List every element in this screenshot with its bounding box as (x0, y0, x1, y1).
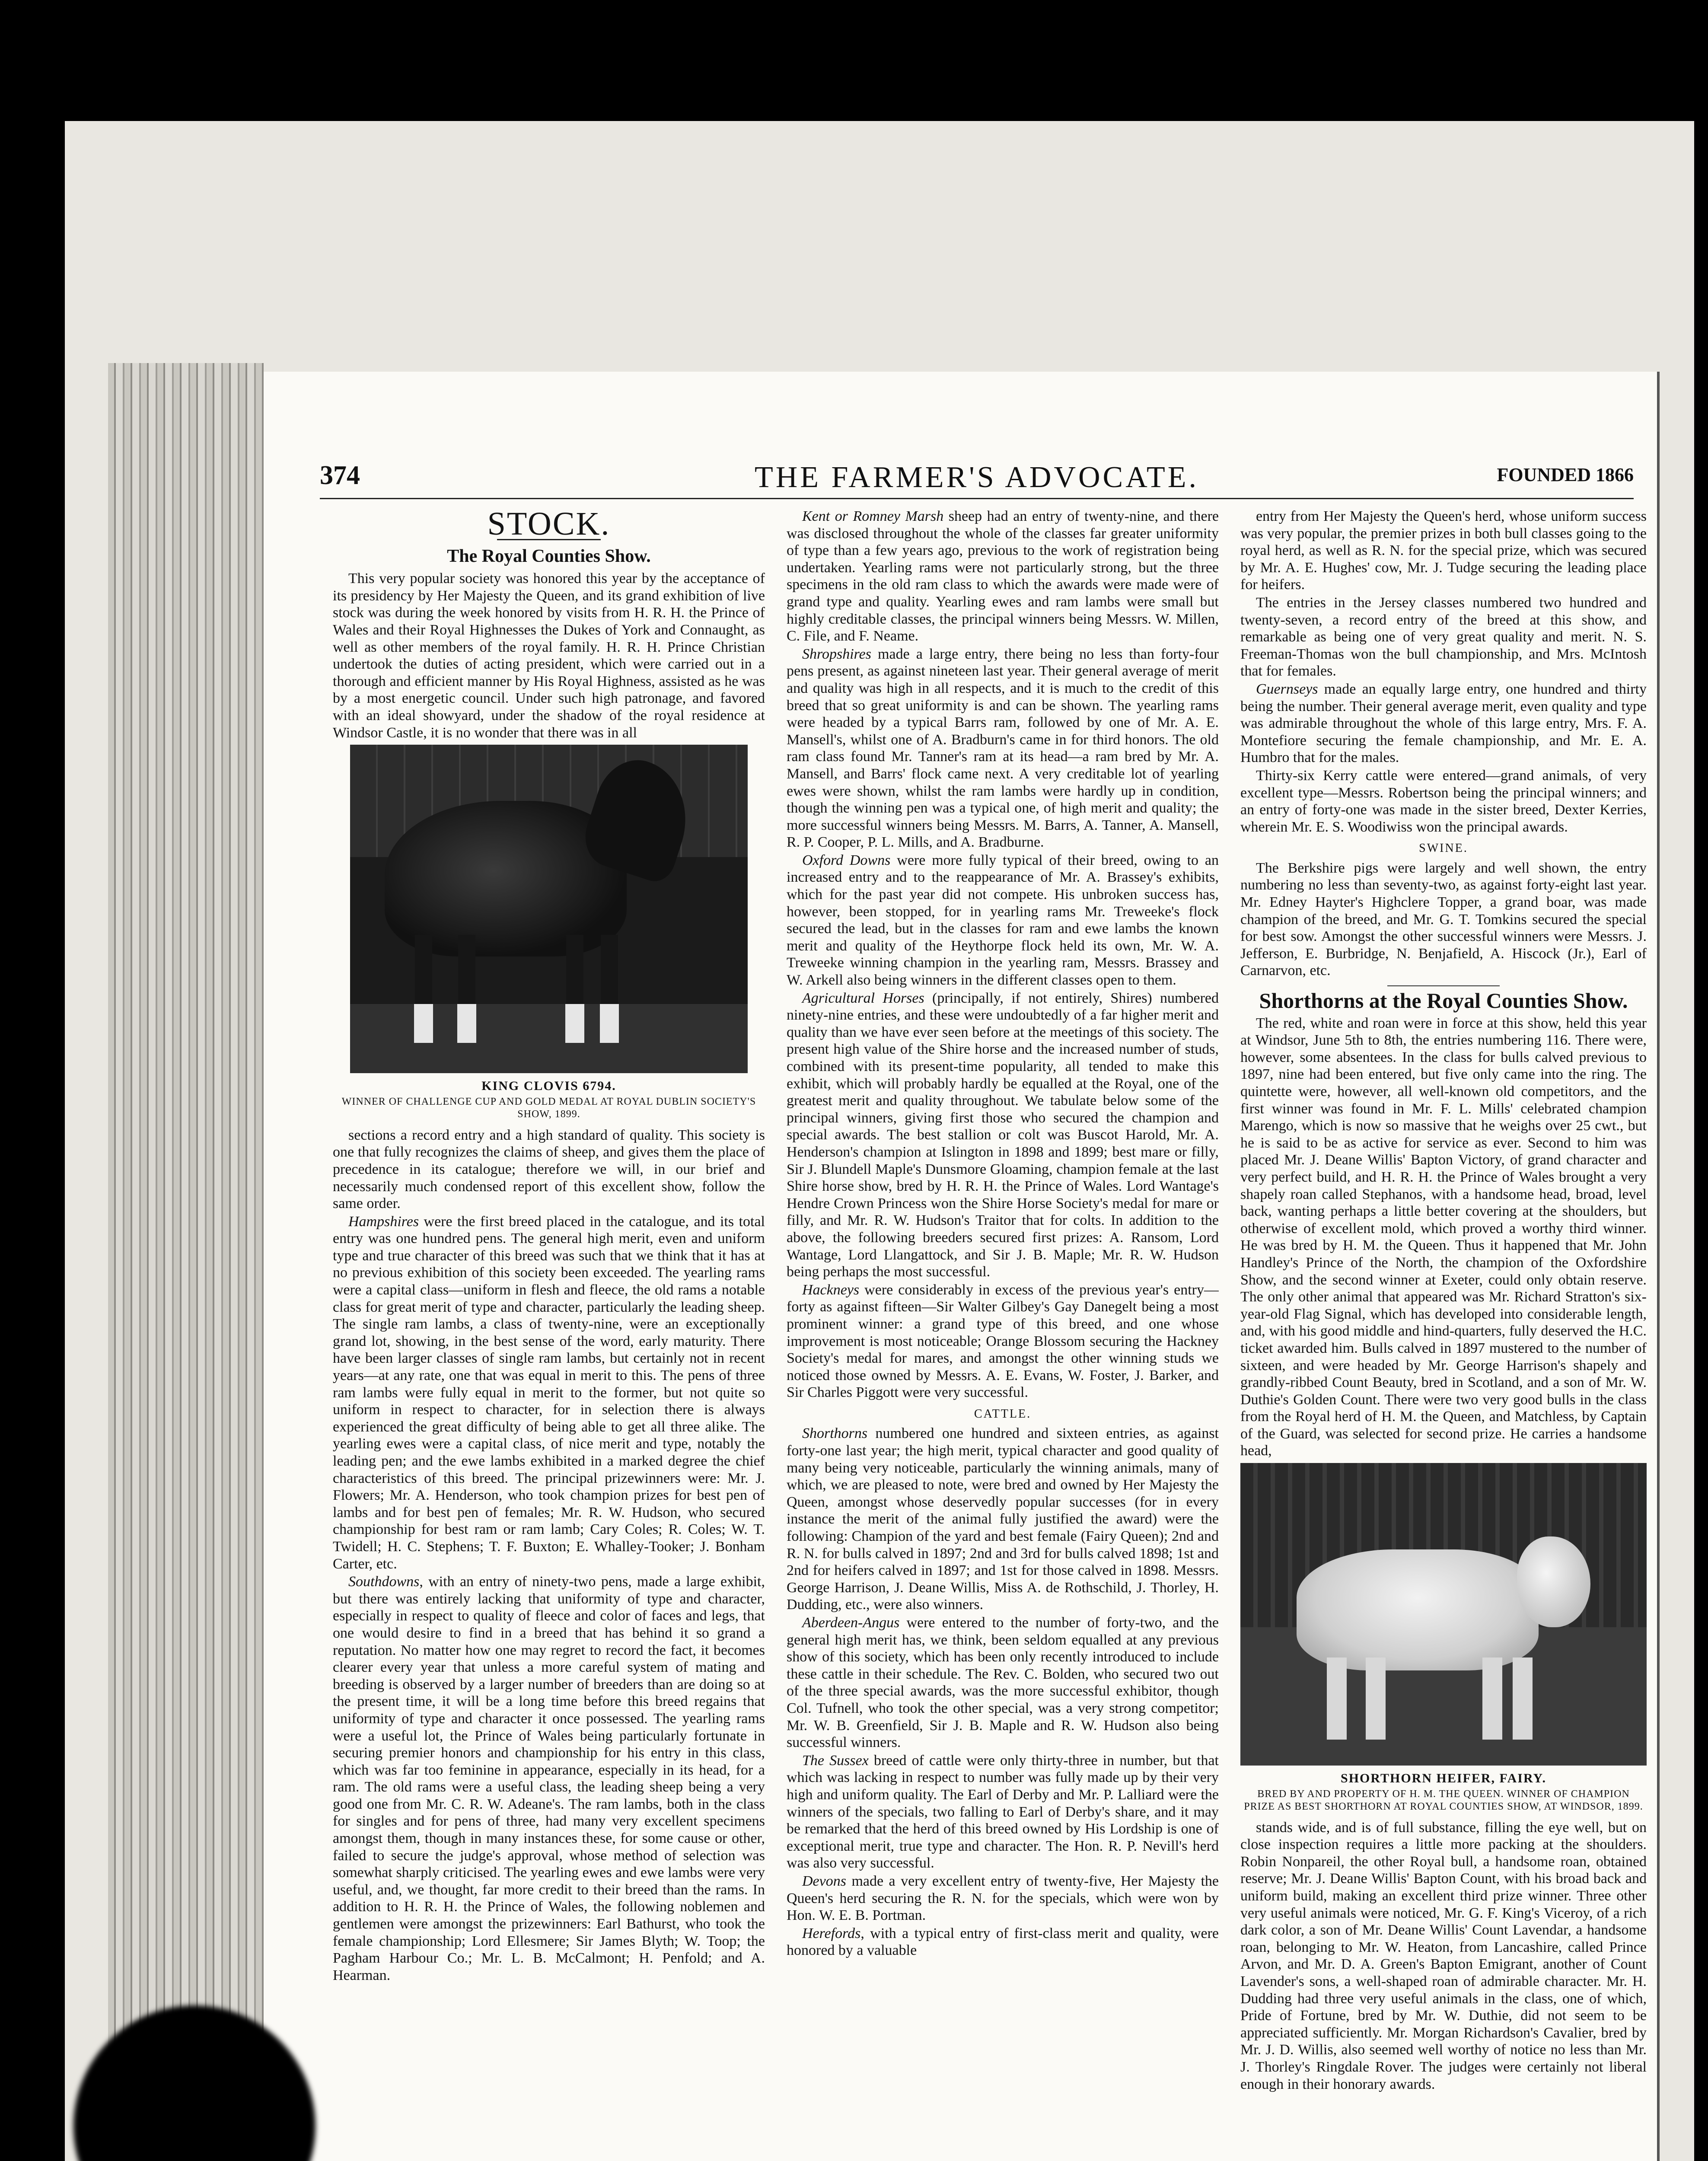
subheading-cattle: CATTLE. (974, 1407, 1032, 1421)
subheading-swine: SWINE. (1419, 841, 1468, 855)
photo-caption: BRED BY AND PROPERTY OF H. M. THE QUEEN. WINNER OF CHAMPION PRIZE AS BEST SHORTHORN AT ROYAL COUNTIES SHOW, AT WINDSOR, 1899. (1244, 1788, 1643, 1812)
column-1 (333, 508, 765, 2161)
article-paragraph: The Berkshire pigs were largely and well shown, the entry numbering no less than seventy-two, as against forty-eight last year. Mr. Edney Hayter's Highclere Topper, a grand boar, was made champion of the breed, and Mr. G. T. Tomkins secured the special for best sow. Amongst the other successful winners were Messrs. J. Jefferson, E. Burbridge, N. Benjafield, A. Hiscock (Jr.), Earl of Carnarvon, etc. (1240, 860, 1647, 979)
article-paragraph: Shropshires made a large entry, there being no less than forty-four pens present, as against nineteen last year. Their general average of merit and quality was high in all respects, and it is much to the credit of this breed that so great uniformity is and can be shown. The yearling rams were headed by a typical Barrs ram, followed by one of Mr. A. E. Mansell's, whilst one of A. Bradburn's came in for third honors. The old ram class found Mr. Tanner's ram at its head—a ram bred by Mr. A. Mansell, and Barrs' flock came next. A very creditable lot of yearling ewes were shown, whilst the ram lambs were hardly up in condition, though the winning pen was a typical one, of high merit and quality; the more successful winners being Messrs. M. Barrs, A. Tanner, A. Mansell, R. P. Cooper, P. L. Mills, and A. Bradburne. (787, 646, 1219, 851)
newspaper-page (264, 372, 1660, 2161)
ground (350, 1004, 748, 1073)
article-paragraph: Shorthorns numbered one hundred and sixteen entries, as against forty-one last year; the high merit, typical character and good quality of many being very noticeable, particularly the winning animals, many of which, we are pleased to note, were bred and owned by Her Majesty the Queen, amongst whose deservedly popular successes (for in every instance the merit of the animal fully justified the award) were the following: Champion of the yard and best female (Fairy Queen); 2nd and R. N. for bulls calved in 1897; 2nd and 3rd for bulls calved 1898; 1st and 2nd for heifers calved in 1897; and 1st for those calved in 1898. Messrs. George Harrison, J. Deane Willis, Miss A. de Rothschild, J. Thorley, H. Dudding, etc., were also winners. (787, 1425, 1219, 1613)
photo-caption-title: KING CLOVIS 6794. (481, 1079, 616, 1093)
column-2 (787, 508, 1219, 2161)
horse-photo (350, 745, 748, 1073)
page-number: 374 (320, 461, 360, 490)
article-paragraph: The red, white and roan were in force at this show, held this year at Windsor, June 5th to 8th, the entries numbering 116. There were, however, some absentees. In the class for bulls calved previous to 1897, nine had been entered, but five only came into the ring. The quintette were, however, all well-known old competitors, and the first winner was found in Mr. F. L. Mills' celebrated champion Marengo, which is now so massive that he weighs over 25 cwt., but he is said to be as active for service as ever. Second to him was placed Mr. J. Deane Willis' Bapton Victory, of grand character and very perfect build, and H. R. H. the Prince of Wales brought a very shapely roan called Stephanos, with a handsome head, broad, level back, wanting perhaps a little better covering at the shoulders, but otherwise of excellent mold, which proved a worthy third winner. He was bred by H. M. the Queen. Thus it happened that Mr. John Handley's Prince of the North, the champion of the Oxfordshire Show, and the second winner at Exeter, could only obtain reserve. The only other animal that appeared was Mr. Richard Stratton's six-year-old Flag Signal, which has developed into considerable length, and, with his good middle and hind-quarters, fully deserved the H.C. ticket awarded him. Bulls calved in 1897 mustered to the number of sixteen, and were headed by Mr. George Harrison's shapely and grandly-ribbed Count Beauty, bred in Scotland, and a son of Mr. W. Duthie's Golden Count. There were two very good bulls in the class from the Royal herd of H. M. the Queen, and Matchless, by Captain of the Guard, was selected for second prize. He carries a handsome head, (1240, 1015, 1647, 1459)
founded-label: FOUNDED 1866 (1497, 464, 1634, 485)
article-title: Shorthorns at the Royal Counties Show. (1259, 988, 1628, 1013)
article-paragraph: This very popular society was honored this year by the acceptance of its presidency by Her Majesty the Queen, and its grand exhibition of live stock was during the week honored by visits from H. R. H. the Prince of Wales and their Royal Highnesses the Dukes of York and Connaught, as well as other members of the royal family. H. R. H. Prince Christian undertook the duties of acting president, which were carried out in a thorough and efficient manner by His Royal Highness, assisted as he was by a most energetic council. Under such high patronage, and favored with an ideal showyard, under the shadow of the royal residence at Windsor Castle, it is no wonder that there was in all (333, 571, 765, 741)
article-paragraph: Oxford Downs were more fully typical of their breed, owing to an increased entry and to the reappearance of Mr. A. Brassey's exhibits, which for the past year did not compete. His unbroken success has, however, been stopped, for in yearling rams Mr. Treweeke's flock secured the lead, but in the classes for ram and ewe lambs the known merit and quality of the Heythorpe flock held its own, Mr. W. A. Treweeke winning champion in the yearling ram, Messrs. Brassey and W. Arkell also being winners in the different classes open to them. (787, 852, 1219, 988)
article-paragraph: Guernseys made an equally large entry, one hundred and thirty being the number. Their general average merit, even quality and type was admirable throughout the whole of this large entry, Mrs. F. A. Montefiore securing the female championship, and Mr. E. A. Humbro that for the males. (1240, 681, 1647, 766)
column-3 (1240, 508, 1647, 2161)
section-heading: STOCK. (487, 508, 611, 542)
article-paragraph: Agricultural Horses (principally, if not entirely, Shires) numbered ninety-nine entries, and these were undoubtedly of a far higher merit and quality than we have ever seen before at the meetings of this society. The present high value of the Shire horse and the increased number of studs, combined with its present-time popularity, all tended to make this exhibit, which will probably hardly be equalled at the Royal, one of the greatest merit and quality throughout. We tabulate below some of the principal winners, giving first those who secured the champion and special awards. The best stallion or colt was Buscot Harold, Mr. A. Henderson's champion at Islington in 1898 and 1899; best mare or filly, Sir J. Blundell Maple's Dunsmore Gloaming, champion female at the last Shire horse show, bred by H. R. H. the Prince of Wales. Lord Wantage's Hendre Crown Princess won the Shire Horse Society's medal for mare or filly, and Mr. R. W. Hudson's Traitor that for colts. In addition to the above, the following breeders secured first prizes: A. Ransom, Lord Wantage, Lord Llangattock, and Sir J. B. Maple; Mr. R. W. Hudson being perhaps the most successful. (787, 990, 1219, 1280)
article-paragraph: The Sussex breed of cattle were only thirty-three in number, but that which was lacking in respect to number was fully made up by their very high and uniform quality. The Earl of Derby and Mr. P. Lalliard were the winners of the specials, two falling to Earl of Derby's share, and it may be remarked that the herd of this breed owned by His Lordship is one of exceptional merit, true type and character. The Hon. R. P. Nevill's herd was also very successful. (787, 1752, 1219, 1871)
heifer-figure (1297, 1549, 1539, 1670)
article-paragraph: entry from Her Majesty the Queen's herd, whose uniform success was very popular, the premier prizes in both bull classes going to the royal herd, as well as R. N. for the special prize, which was secured by Mr. A. E. Hughes' cow, Mr. J. Tudge securing the leading place for heifers. (1240, 508, 1647, 593)
header-rule (320, 498, 1634, 499)
article-paragraph: Thirty-six Kerry cattle were entered—grand animals, of very excellent type—Messrs. Robertson being the principal winners; and an entry of forty-one was made in the sister breed, Dexter Kerries, wherein Mr. E. S. Woodiwiss won the principal awards. (1240, 767, 1647, 835)
article-paragraph: The entries in the Jersey classes numbered two hundred and twenty-seven, a record entry of the breed at this show, and remarkable as being one of very great quality and merit. N. S. Freeman-Thomas won the bull championship, and Mrs. McIntosh that for females. (1240, 594, 1647, 679)
article-paragraph: Southdowns, with an entry of ninety-two pens, made a large exhibit, but there was entirely lacking that uniformity of type and character, especially in respect to quality of fleece and color of faces and legs, that one would desire to find in a breed that has behind it so grand a reputation. No matter how one may regret to record the fact, it becomes clearer every year that unless a more careful system of mating and breeding is observed by a larger number of breeders than are doing so at the present time, it will be a long time before this breed regains that uniformity of type and character it once possessed. The yearling rams were a useful lot, the Prince of Wales being particularly fortunate in securing premier honors and championship for his entry in this class, which was far too feminine in appearance, especially in its head, for a ram. The old rams were a useful class, the leading sheep being a very good one from Mr. C. R. W. Adeane's. The ram lambs, both in the class for singles and for pens of three, had many very excellent specimens amongst them, though in many instances these, for some cause or other, failed to secure the judge's approval, whose method of selection was somewhat sharply criticised. The yearling ewes and ewe lambs were very useful, and, we thought, far more credit to their breed than the rams. In addition to H. R. H. the Prince of Wales, the following noblemen and gentlemen were amongst the prizewinners: Earl Bathurst, who took the female championship; Lord Ellesmere; Sir James Blyth; W. Toop; the Pagham Harbour Co.; Mr. L. B. McCalmont; H. Penfold; and A. Hearman. (333, 1574, 765, 1983)
book-page-edges (108, 363, 264, 2161)
article-paragraph: Aberdeen-Angus were entered to the number of forty-two, and the general high merit has, we think, been seldom equalled at any previous show of this society, which has been only recently introduced to include these cattle in their schedule. The Rev. C. Bolden, who secured two out of the three special awards, was the more successful exhibitor, though Col. Tufnell, who took the other special, was a very strong competitor; Mr. W. B. Greenfield, Sir J. B. Maple and R. W. Hudson also being successful winners. (787, 1615, 1219, 1751)
article-paragraph: Hampshires were the first breed placed in the catalogue, and its total entry was one hundred pens. The general high merit, even and uniform type and true character of this breed was such that we think that it has at no previous exhibition of this society been exceeded. The yearling rams were a capital class—uniform in flesh and fleece, the old rams a notable class for great merit of type and character, particularly the leading sheep. The single ram lambs, a class of twenty-nine, were an exceptionally grand lot, showing, in the best sense of the word, early maturity. There have been larger classes of single ram lambs, but certainly not in recent years—at any rate, one that was equal in merit to this. The pens of three ram lambs were fully equal in merit to the former, but not quite so uniform in respect to character, for in selection there is always experienced the great difficulty of being able to get all three alike. The yearling ewes were a capital class, of nice merit and type, notably the leading pen; and the ewe lambs exhibited in a marked degree the chief characteristics of this breed. The principal prizewinners were: Mr. J. Flowers; Mr. A. Henderson, who took champion prizes for best pen of lambs and for best pen of females; Mr. R. W. Hudson, who secured championship for best ram or ram lamb; Cary Coles; R. Coles; W. T. Twidell; H. C. Stephens; T. F. Buxton; E. Whalley-Tooker; J. Bonham Carter, etc. (333, 1213, 765, 1572)
article-paragraph: sections a record entry and a high standard of quality. This society is one that fully recognizes the claims of sheep, and gives them the place of precedence in its catalogue; therefore we will, in our brief and necessarily much condensed report of this excellent show, follow the same order. (333, 1127, 765, 1212)
article-paragraph: Herefords, with a typical entry of first-class merit and quality, were honored by a valuable (787, 1925, 1219, 1959)
article-title: The Royal Counties Show. (447, 546, 651, 566)
article-paragraph: Hackneys were considerably in excess of the previous year's entry—forty as against fifteen—Sir Walter Gilbey's Gay Danegelt being a most prominent winner: a grand type of this breed, and one whose improvement is most noticeable; Orange Blossom securing the Hackney Society's medal for mares, and amongst the other winning studs we noticed those owned by Messrs. A. E. Evans, W. Foster, J. Barker, and Sir Charles Piggott were very successful. (787, 1281, 1219, 1401)
section-divider (1387, 985, 1500, 986)
article-paragraph: Kent or Romney Marsh sheep had an entry of twenty-nine, and there was disclosed throughout the whole of the classes far greater uniformity of type than a few years ago, previous to the work of registration being undertaken. Yearling rams were not particularly strong, but the three specimens in the old ram class to which the awards were made were of grand type and quality. Yearling ewes and ram lambs were small but highly creditable classes, the principal winners being Messrs. W. Millen, C. File, and F. Neame. (787, 508, 1219, 644)
article-paragraph: Devons made a very excellent entry of twenty-five, Her Majesty the Queen's herd securing the R. N. for the specials, which were won by Hon. W. E. B. Portman. (787, 1873, 1219, 1924)
photo-caption-title: SHORTHORN HEIFER, FAIRY. (1341, 1771, 1546, 1786)
photo-caption: WINNER OF CHALLENGE CUP AND GOLD MEDAL AT ROYAL DUBLIN SOCIETY'S SHOW, 1899. (341, 1096, 756, 1120)
heifer-photo (1240, 1463, 1647, 1766)
page-header (320, 460, 1634, 495)
masthead-title: THE FARMER'S ADVOCATE. (754, 461, 1199, 494)
article-paragraph: stands wide, and is of full substance, filling the eye well, but on close inspection requires a little more packing at the shoulders. Robin Nonpareil, the other Royal bull, a handsome roan, obtained reserve; Mr. J. Deane Willis' Bapton Count, with his broad back and uniform build, making an excellent third prize winner. Three other very useful animals were noticed, Mr. G. F. King's Viceroy, of a rich dark color, a son of Mr. Deane Willis' Count Lavendar, a handsome roan, belonging to Mr. W. Heaton, from Lancashire, called Prince Arvon, and Mr. D. A. Green's Bapton Emigrant, another of Count Lavender's sons, a well-shaped roan of admirable character. Mr. H. Dudding had three very useful animals in the class, one of which, Pride of Fortune, bred by Mr. W. Duthie, did not seem to be appreciated sufficiently. Mr. Morgan Richardson's Cavalier, bred by Mr. J. D. Willis, also seemed well worthy of notice no less than Mr. J. Thorley's Ringdale Rover. The judges were certainly not liberal enough in their honorary awards. (1240, 1819, 1647, 2092)
